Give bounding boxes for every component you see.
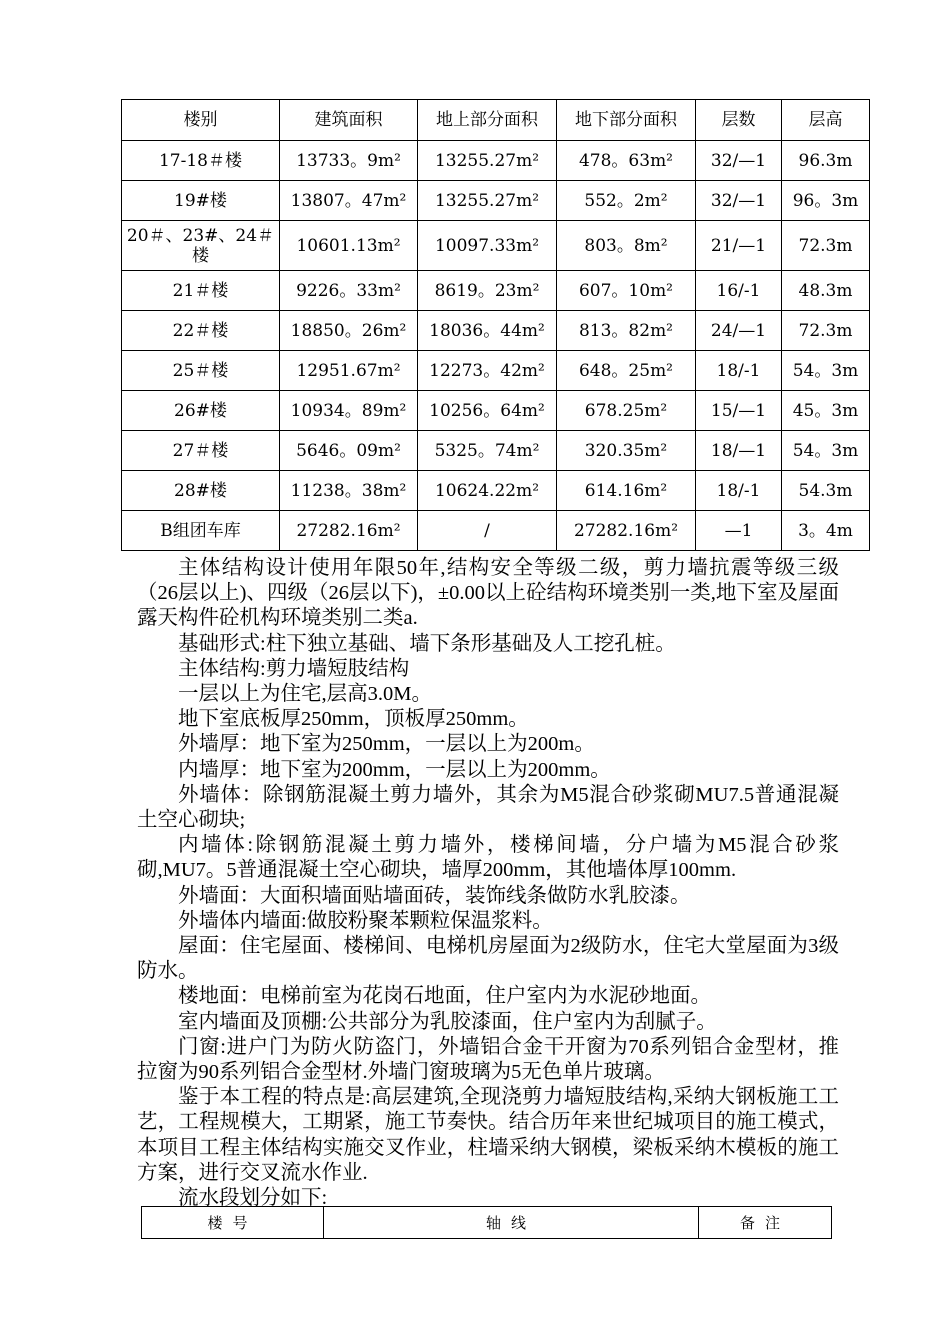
table-cell: 72.3m (782, 221, 870, 271)
header-cell: 楼号 (142, 1207, 324, 1239)
paragraph: 地下室底板厚250mm，顶板厚250mm。 (178, 708, 529, 731)
table-cell: 607。10m² (557, 271, 696, 311)
table-cell: 27282.16m² (557, 511, 696, 551)
table-header-row (122, 100, 870, 141)
table-row (122, 511, 870, 551)
table-cell: 96.3m (782, 141, 870, 181)
building-area-table (121, 99, 870, 551)
table-cell: 19#楼 (122, 181, 280, 221)
paragraph: 主体结构:剪力墙短肢结构 (178, 657, 410, 680)
table-cell: 10934。89m² (280, 391, 418, 431)
table-row (122, 141, 870, 181)
table-cell: 21＃楼 (122, 271, 280, 311)
header-cell: 建筑面积 (280, 100, 418, 141)
table-cell: 552。2m² (557, 181, 696, 221)
table-cell: 26#楼 (122, 391, 280, 431)
table-cell: 813。82m² (557, 311, 696, 351)
table-cell: 678.25m² (557, 391, 696, 431)
table-cell: 96。3m (782, 181, 870, 221)
table-cell: 3。4m (782, 511, 870, 551)
table-cell: 25＃楼 (122, 351, 280, 391)
table-row (122, 471, 870, 511)
header-cell: 轴线 (324, 1207, 699, 1239)
table-row (122, 351, 870, 391)
description-text (137, 556, 839, 1211)
table-cell: 10624.22m² (418, 471, 557, 511)
table-cell: 16/-1 (696, 271, 782, 311)
table-cell: 27＃楼 (122, 431, 280, 471)
flow-section-table (141, 1206, 832, 1239)
paragraph: 基础形式:柱下独立基础、墙下条形基础及人工挖孔桩。 (178, 632, 676, 655)
paragraph: 内墙体:除钢筋混凝土剪力墙外，楼梯间墙，分户墙为M5混合砂浆砌,MU7。5普通混凝土空心砌块，墙厚200mm，其他墙体厚100mm. (137, 834, 839, 882)
table-cell: 648。25m² (557, 351, 696, 391)
table-cell: 18/-1 (696, 471, 782, 511)
table-cell: 22＃楼 (122, 311, 280, 351)
table-cell: 15/—1 (696, 391, 782, 431)
table-cell: 27282.16m² (280, 511, 418, 551)
table-cell: 54.3m (782, 471, 870, 511)
table-row (122, 221, 870, 271)
table-row (122, 271, 870, 311)
paragraph: 流水段划分如下: (178, 1187, 328, 1210)
table-cell: 21/—1 (696, 221, 782, 271)
header-cell: 备注 (699, 1207, 832, 1239)
paragraph: 一层以上为住宅,层高3.0M。 (178, 683, 432, 706)
table-cell: B组团车库 (122, 511, 280, 551)
table-cell: 9226。33m² (280, 271, 418, 311)
table-cell: 72.3m (782, 311, 870, 351)
table-cell: 54。3m (782, 431, 870, 471)
paragraph: 门窗:进户门为防火防盗门，外墙铝合金干开窗为70系列铝合金型材，推拉窗为90系列铝合金型材.外墙门窗玻璃为5无色单片玻璃。 (137, 1035, 839, 1084)
table-cell: 20＃、23#、24＃楼 (122, 221, 280, 271)
table-row (122, 391, 870, 431)
table-cell: 12273。42m² (418, 351, 557, 391)
table-cell: 24/—1 (696, 311, 782, 351)
table-cell: 8619。23m² (418, 271, 557, 311)
table-cell: / (418, 511, 557, 551)
table-cell: 10601.13m² (280, 221, 418, 271)
table-cell: 28#楼 (122, 471, 280, 511)
table-cell: 478。63m² (557, 141, 696, 181)
table-cell: 18850。26m² (280, 311, 418, 351)
header-cell: 地上部分面积 (418, 100, 557, 141)
table-cell: 54。3m (782, 351, 870, 391)
paragraph: 内墙厚：地下室为200mm，一层以上为200mm。 (178, 758, 611, 781)
header-cell: 层高 (782, 100, 870, 141)
table-cell: 5325。74m² (418, 431, 557, 471)
table-cell: 13255.27m² (418, 141, 557, 181)
table-cell: 10097.33m² (418, 221, 557, 271)
paragraph: 外墙体：除钢筋混凝土剪力墙外，其余为M5混合砂浆砌MU7.5普通混凝土空心砌块; (137, 783, 839, 832)
paragraph: 室内墙面及顶棚:公共部分为乳胶漆面，住户室内为刮腻子。 (178, 1010, 717, 1033)
table-row (122, 311, 870, 351)
table-row (122, 431, 870, 471)
table-cell: 803。8m² (557, 221, 696, 271)
header-cell: 层数 (696, 100, 782, 141)
table-cell: 32/—1 (696, 181, 782, 221)
table-cell: 320.35m² (557, 431, 696, 471)
header-cell: 楼别 (122, 100, 280, 141)
paragraph: 楼地面：电梯前室为花岗石地面，住户室内为水泥砂地面。 (178, 985, 711, 1008)
paragraph: 鉴于本工程的特点是:高层建筑,全现浇剪力墙短肢结构,采纳大钢板施工工艺，工程规模大，工期紧，施工节奏快。结合历年来世纪城项目的施工模式，本项目工程主体结构实施交叉作业，柱墙采纳大钢模，梁板采纳木模板的施工方案，进行交叉流水作业. (137, 1086, 839, 1184)
paragraph: 外墙厚：地下室为250mm，一层以上为200m。 (178, 733, 595, 756)
paragraph: 外墙体内墙面:做胶粉聚苯颗粒保温浆料。 (178, 909, 553, 932)
table-cell: 18/—1 (696, 431, 782, 471)
table-cell: 5646。09m² (280, 431, 418, 471)
table-cell: 18/-1 (696, 351, 782, 391)
table-cell: 11238。38m² (280, 471, 418, 511)
table-cell: 18036。44m² (418, 311, 557, 351)
table-cell: 17-18＃楼 (122, 141, 280, 181)
table-cell: 614.16m² (557, 471, 696, 511)
table-cell: 13255.27m² (418, 181, 557, 221)
table-cell: —1 (696, 511, 782, 551)
table-cell: 32/—1 (696, 141, 782, 181)
paragraph: 外墙面：大面积墙面贴墙面砖，装饰线条做防水乳胶漆。 (178, 884, 691, 907)
header-cell: 地下部分面积 (557, 100, 696, 141)
table-row (122, 181, 870, 221)
table-cell: 10256。64m² (418, 391, 557, 431)
table-cell: 48.3m (782, 271, 870, 311)
table-cell: 13807。47m² (280, 181, 418, 221)
table-cell: 45。3m (782, 391, 870, 431)
table-cell: 12951.67m² (280, 351, 418, 391)
table-cell: 13733。9m² (280, 141, 418, 181)
paragraph: 屋面：住宅屋面、楼梯间、电梯机房屋面为2级防水，住宅大堂屋面为3级防水。 (137, 935, 839, 983)
paragraph: 主体结构设计使用年限50年,结构安全等级二级，剪力墙抗震等级三级（26层以上)、四级（26层以下)，±0.00以上砼结构环境类别一类,地下室及屋面露天构件砼机构环境类别二类a. (137, 557, 839, 630)
table-header-row (142, 1207, 832, 1239)
